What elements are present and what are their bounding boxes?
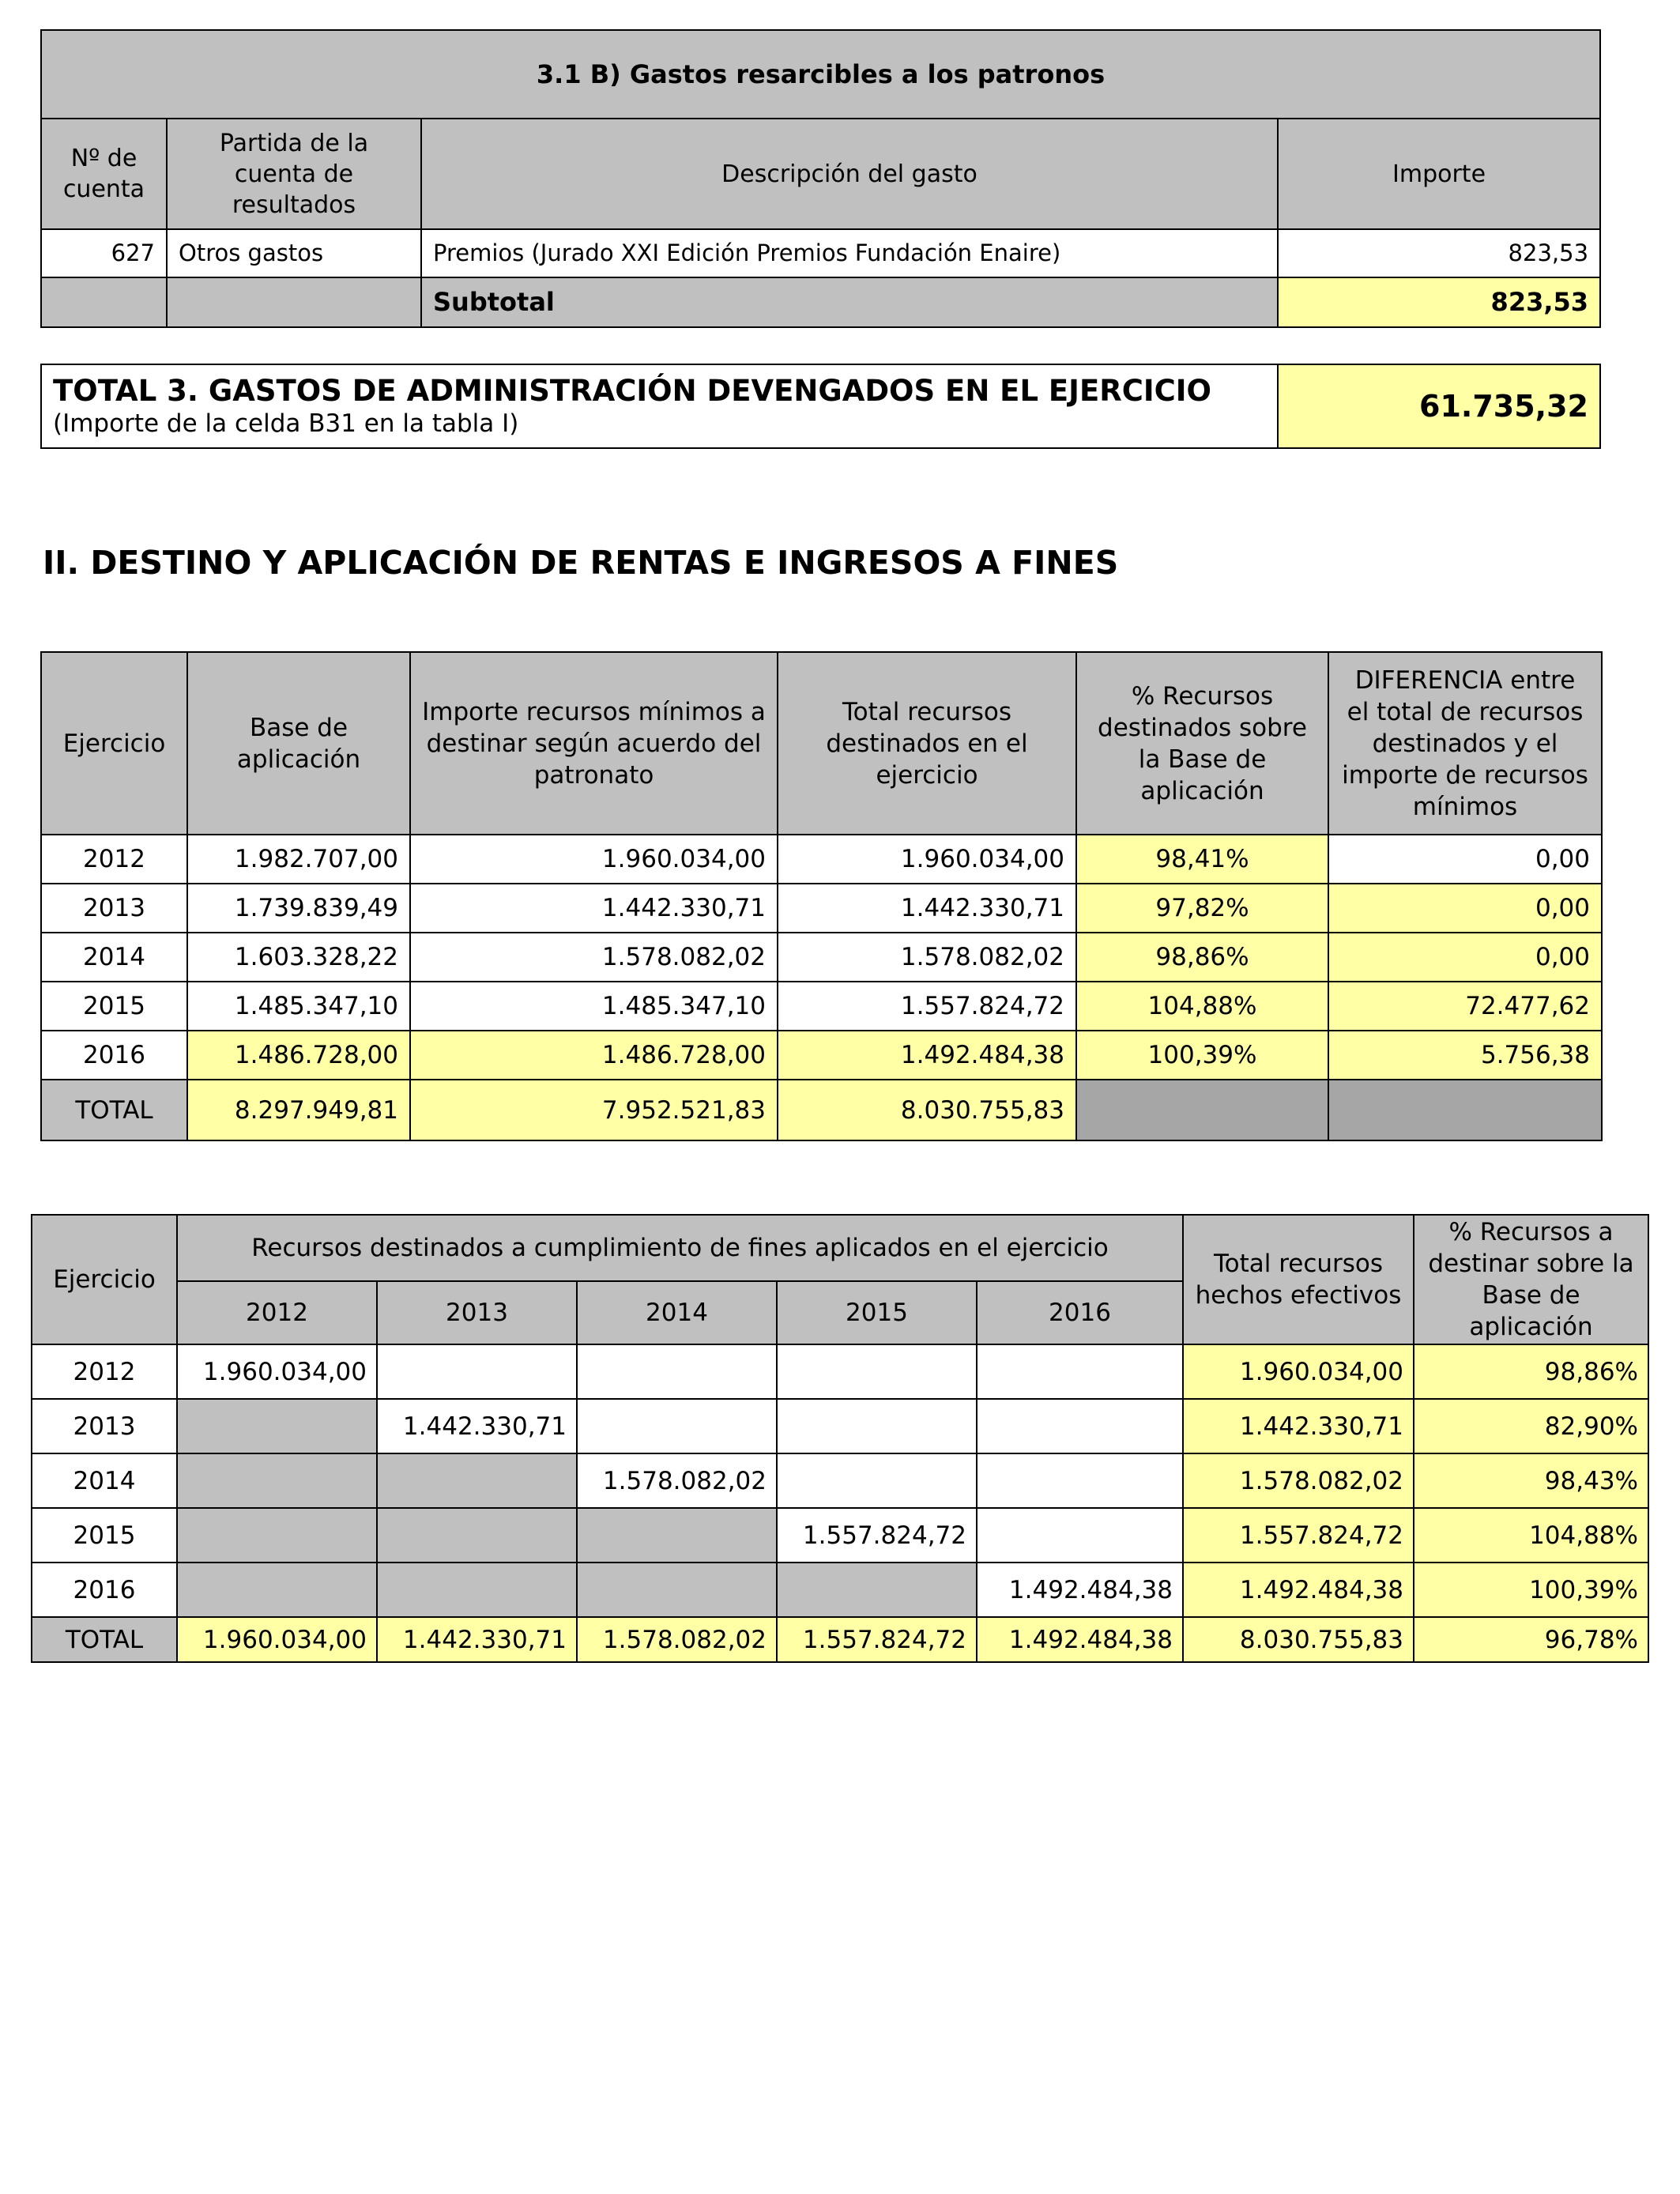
cell-total: 1.960.034,00: [778, 835, 1076, 884]
header-total-efectivos: Total recursos hechos efectivos: [1183, 1215, 1414, 1344]
cell-diferencia: 5.756,38: [1328, 1031, 1602, 1080]
table-row: [32, 1508, 1648, 1563]
cell-total: 1.492.484,38: [1183, 1563, 1414, 1617]
total-pct: 96,78%: [1414, 1617, 1648, 1662]
table-row: [41, 933, 1602, 982]
subtotal-label: Subtotal: [421, 277, 1278, 327]
cell-value: [177, 1453, 377, 1508]
total-value: 1.557.824,72: [777, 1617, 977, 1662]
total-value: 1.492.484,38: [977, 1617, 1183, 1662]
subtotal-empty-cell: [167, 277, 421, 327]
cell-value: [177, 1508, 377, 1563]
table-row: [32, 1453, 1648, 1508]
cell-ejercicio: 2014: [41, 933, 187, 982]
header-year: 2014: [577, 1281, 777, 1344]
cell-value: [777, 1399, 977, 1453]
header-pct: % Recursos destinados sobre la Base de aplicación: [1076, 652, 1328, 835]
cell-ejercicio: 2012: [32, 1344, 177, 1399]
header-ejercicio: Ejercicio: [32, 1215, 177, 1344]
total-row: [41, 1080, 1602, 1140]
cell-minimo: 1.442.330,71: [410, 884, 778, 933]
total-total: 8.030.755,83: [778, 1080, 1076, 1140]
cell-value: 1.492.484,38: [977, 1563, 1183, 1617]
subtotal-empty-cell: [41, 277, 167, 327]
cell-ejercicio: 2015: [32, 1508, 177, 1563]
header-base: Base de aplicación: [187, 652, 410, 835]
total-total: 8.030.755,83: [1183, 1617, 1414, 1662]
cell-base: 1.485.347,10: [187, 982, 410, 1031]
cell-diferencia: 0,00: [1328, 933, 1602, 982]
cell-diferencia: 0,00: [1328, 884, 1602, 933]
subtotal-row: [41, 277, 1600, 327]
total-label: TOTAL: [32, 1617, 177, 1662]
cell-value: [377, 1453, 577, 1508]
header-ejercicio: Ejercicio: [41, 652, 187, 835]
total-empty-cell: [1328, 1080, 1602, 1140]
cell-partida: Otros gastos: [167, 229, 421, 277]
cell-base: 1.603.328,22: [187, 933, 410, 982]
cell-total: 1.557.824,72: [778, 982, 1076, 1031]
cell-total: 1.442.330,71: [778, 884, 1076, 933]
cell-pct: 98,86%: [1414, 1344, 1648, 1399]
cell-total: 1.578.082,02: [778, 933, 1076, 982]
section-heading: II. DESTINO Y APLICACIÓN DE RENTAS E INGRESOS A FINES: [43, 544, 1119, 582]
table-row: [41, 884, 1602, 933]
total-base: 8.297.949,81: [187, 1080, 410, 1140]
cell-diferencia: 0,00: [1328, 835, 1602, 884]
cell-pct: 104,88%: [1414, 1508, 1648, 1563]
cell-pct: 98,43%: [1414, 1453, 1648, 1508]
total-box-label: [41, 364, 1278, 448]
destino-table: [40, 651, 1603, 1141]
cell-minimo: 1.960.034,00: [410, 835, 778, 884]
table-row: [41, 1031, 1602, 1080]
cell-cuenta: 627: [41, 229, 167, 277]
cell-total: 1.557.824,72: [1183, 1508, 1414, 1563]
cell-value: [777, 1344, 977, 1399]
table-row: [41, 982, 1602, 1031]
cell-value: [977, 1399, 1183, 1453]
header-year: 2012: [177, 1281, 377, 1344]
total-value: 1.578.082,02: [577, 1617, 777, 1662]
cell-ejercicio: 2016: [32, 1563, 177, 1617]
cell-value: [177, 1399, 377, 1453]
cell-value: [977, 1344, 1183, 1399]
cell-pct: 100,39%: [1076, 1031, 1328, 1080]
cell-ejercicio: 2014: [32, 1453, 177, 1508]
cell-value: [577, 1344, 777, 1399]
cell-ejercicio: 2013: [41, 884, 187, 933]
cell-descripcion: Premios (Jurado XXI Edición Premios Fundación Enaire): [421, 229, 1278, 277]
cell-ejercicio: 2013: [32, 1399, 177, 1453]
header-recursos: Recursos destinados a cumplimiento de fines aplicados en el ejercicio: [177, 1215, 1183, 1281]
cell-value: [377, 1563, 577, 1617]
cell-pct: 100,39%: [1414, 1563, 1648, 1617]
cell-value: [577, 1563, 777, 1617]
cell-minimo: 1.486.728,00: [410, 1031, 778, 1080]
cell-minimo: 1.578.082,02: [410, 933, 778, 982]
cell-pct: 104,88%: [1076, 982, 1328, 1031]
gastos-table-title: 3.1 B) Gastos resarcibles a los patronos: [41, 30, 1600, 119]
cell-value: [577, 1508, 777, 1563]
total-value: 1.442.330,71: [377, 1617, 577, 1662]
cell-value: [377, 1508, 577, 1563]
table-row: [32, 1563, 1648, 1617]
cell-value: 1.557.824,72: [777, 1508, 977, 1563]
header-pct-destinar: % Recursos a destinar sobre la Base de aplicación: [1414, 1215, 1648, 1344]
cell-value: 1.960.034,00: [177, 1344, 377, 1399]
header-importe-minimo: Importe recursos mínimos a destinar según acuerdo del patronato: [410, 652, 778, 835]
total-box-value: 61.735,32: [1278, 364, 1600, 448]
cell-pct: 98,41%: [1076, 835, 1328, 884]
total-box-title: TOTAL 3. GASTOS DE ADMINISTRACIÓN DEVENGADOS EN EL EJERCICIO: [53, 374, 1211, 408]
cell-value: [177, 1563, 377, 1617]
cell-pct: 97,82%: [1076, 884, 1328, 933]
cell-ejercicio: 2016: [41, 1031, 187, 1080]
total-value: 1.960.034,00: [177, 1617, 377, 1662]
cell-base: 1.486.728,00: [187, 1031, 410, 1080]
header-year: 2016: [977, 1281, 1183, 1344]
total-minimo: 7.952.521,83: [410, 1080, 778, 1140]
cell-base: 1.739.839,49: [187, 884, 410, 933]
cell-value: [977, 1453, 1183, 1508]
aplicacion-table: [31, 1214, 1649, 1663]
subtotal-value: 823,53: [1278, 277, 1600, 327]
cell-value: 1.578.082,02: [577, 1453, 777, 1508]
cell-value: 1.442.330,71: [377, 1399, 577, 1453]
cell-value: [777, 1453, 977, 1508]
header-descripcion: Descripción del gasto: [421, 119, 1278, 229]
cell-value: [377, 1344, 577, 1399]
gastos-resarcibles-table: [40, 29, 1601, 328]
cell-total: 1.578.082,02: [1183, 1453, 1414, 1508]
cell-total: 1.492.484,38: [778, 1031, 1076, 1080]
cell-diferencia: 72.477,62: [1328, 982, 1602, 1031]
total-gastos-box: [40, 364, 1601, 449]
header-total-destinados: Total recursos destinados en el ejercicio: [778, 652, 1076, 835]
cell-ejercicio: 2012: [41, 835, 187, 884]
cell-value: [777, 1563, 977, 1617]
cell-importe: 823,53: [1278, 229, 1600, 277]
cell-base: 1.982.707,00: [187, 835, 410, 884]
table-row: [32, 1399, 1648, 1453]
header-importe: Importe: [1278, 119, 1600, 229]
cell-minimo: 1.485.347,10: [410, 982, 778, 1031]
cell-pct: 82,90%: [1414, 1399, 1648, 1453]
table-row: [41, 835, 1602, 884]
header-year: 2015: [777, 1281, 977, 1344]
total-row: [32, 1617, 1648, 1662]
table-row: [32, 1344, 1648, 1399]
cell-value: [977, 1508, 1183, 1563]
header-diferencia: DIFERENCIA entre el total de recursos destinados y el importe de recursos mínimos: [1328, 652, 1602, 835]
header-year: 2013: [377, 1281, 577, 1344]
cell-ejercicio: 2015: [41, 982, 187, 1031]
total-empty-cell: [1076, 1080, 1328, 1140]
cell-total: 1.960.034,00: [1183, 1344, 1414, 1399]
total-label: TOTAL: [41, 1080, 187, 1140]
cell-total: 1.442.330,71: [1183, 1399, 1414, 1453]
cell-pct: 98,86%: [1076, 933, 1328, 982]
table-row: [41, 229, 1600, 277]
total-box-subtitle: (Importe de la celda B31 en la tabla I): [53, 409, 519, 438]
cell-value: [577, 1399, 777, 1453]
header-partida: Partida de la cuenta de resultados: [167, 119, 421, 229]
header-cuenta: Nº de cuenta: [41, 119, 167, 229]
